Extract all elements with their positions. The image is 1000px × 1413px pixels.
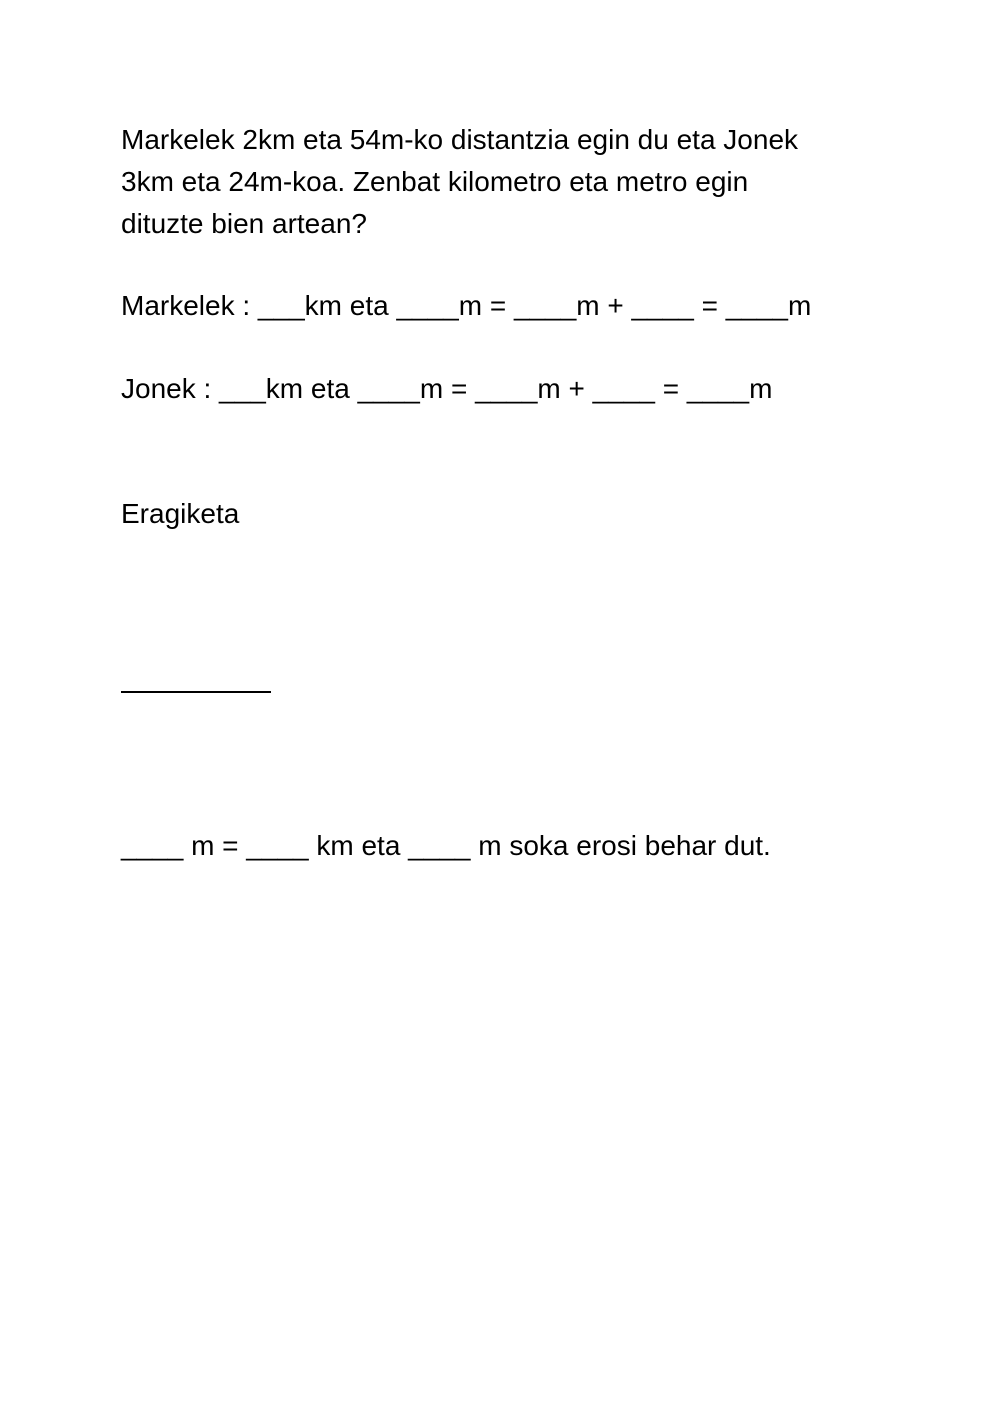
problem-line-2: 3km eta 24m-koa. Zenbat kilometro eta metro egin [121, 166, 749, 197]
operation-answer-rule[interactable] [121, 691, 271, 693]
final-answer-line[interactable]: ____ m = ____ km eta ____ m soka erosi behar dut. [121, 830, 771, 861]
problem-statement [121, 119, 798, 245]
problem-line-1: Markelek 2km eta 54m-ko distantzia egin du eta Jonek [121, 124, 799, 155]
operation-heading: Eragiketa [121, 498, 240, 529]
problem-line-3: dituzte bien artean? [121, 208, 367, 239]
markelek-fill-line[interactable]: Markelek : ___km eta ____m = ____m + ____ = ____m [121, 290, 812, 321]
jonek-fill-line[interactable]: Jonek : ___km eta ____m = ____m + ____ = ____m [121, 373, 773, 404]
